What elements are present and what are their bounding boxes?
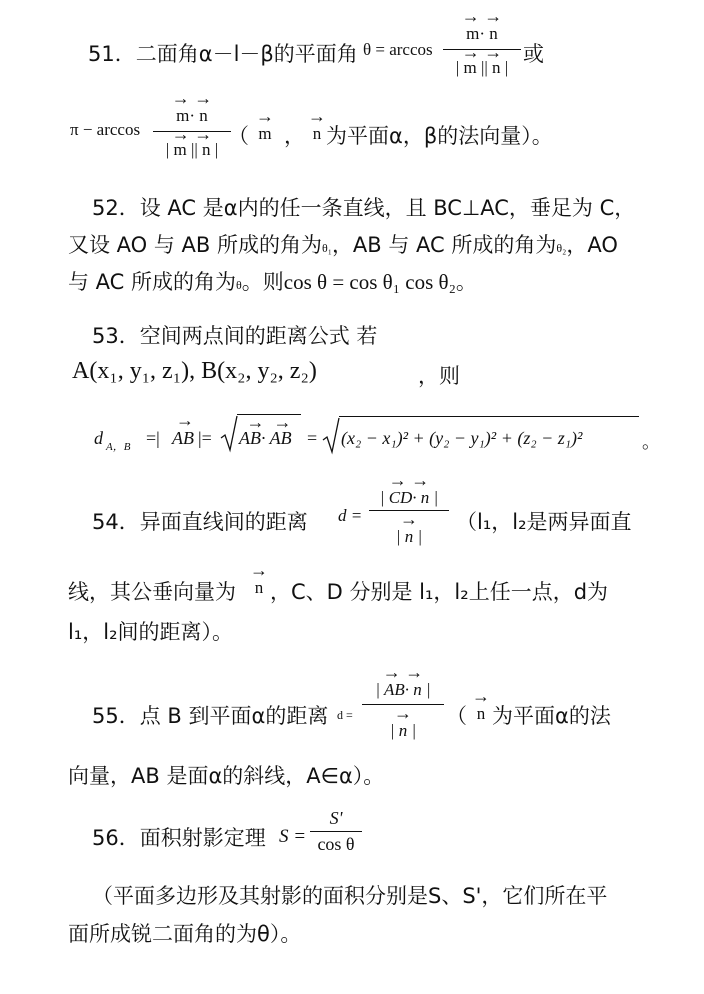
fraction-denominator: | m || n | [165, 140, 219, 159]
fraction-numerator: m· n [176, 106, 208, 125]
fraction-denominator: | n | [395, 527, 423, 546]
cos-formula: cos θ = cos θ₁ cos θ₂ [283, 270, 456, 294]
formula-53-points: A(x₁, y₁, z₁), B(x₂, y₂, z₂) [72, 358, 317, 384]
formula-51-pi-arccos: π − arccos [70, 120, 141, 139]
fraction-bar [310, 831, 362, 832]
formula-55-fraction [362, 664, 444, 741]
formula-51-lead: 51．二面角α－l－β的平面角 [88, 42, 358, 66]
vector-arrow: → [400, 509, 418, 529]
equals-sign: = [307, 428, 318, 448]
formula-56-line2: （平面多边形及其射影的面积分别是S、S'，它们所在平 [92, 884, 608, 908]
formula-54-fraction [369, 472, 449, 547]
formula-54-paren: （l₁，l₂是两异面直 [456, 510, 632, 534]
formula-56-fraction [310, 808, 362, 855]
theta1-symbol: θ₁ [322, 241, 332, 255]
formula-51-or: 或 [523, 42, 544, 66]
fraction-numerator: | CD· n | [379, 488, 439, 507]
formula-55-line2: 向量，AB 是面α的斜线，A∈α）。 [68, 764, 385, 788]
formula-52-line2: 又设 AO 与 AB 所成的角为θ₁，AB 与 AC 所成的角为θ₂，AO [68, 233, 618, 257]
formula-51-fraction [443, 8, 521, 78]
formula-51-comma: ， [284, 124, 305, 148]
formula-54-lead: 54．异面直线间的距离 [92, 510, 308, 534]
sqrt-content-2: (x₂ − x₁)² + (y₂ − y₁)² + (z₂ − z₁)² [341, 428, 583, 448]
fraction-denominator: | m || n | [455, 58, 509, 77]
formula-53-title: 53．空间两点间的距离公式 若 [92, 324, 378, 348]
formula-51-fraction-2 [153, 90, 231, 160]
formula-54-d-eq: d = [338, 506, 363, 525]
vector-n: → n [308, 106, 326, 143]
vector-arrows: → → [171, 124, 213, 144]
formula-54-line2-b: ，C、D 分别是 l₁，l₂上任一点，d为 [270, 580, 609, 604]
vector-arrow: → [394, 703, 412, 723]
fraction-numerator: | AB· n | [375, 680, 431, 699]
vector-n: → n [472, 686, 490, 723]
theta-symbol: θ [236, 278, 242, 292]
vector-arrow: → [472, 686, 490, 706]
vector-arrow: → [256, 106, 274, 126]
vector-arrow: → [250, 560, 268, 580]
formula-55-lead: 55．点 B 到平面α的距离 [92, 704, 329, 728]
formula-51-note-tail: 为平面α，β的法向量）。 [326, 124, 553, 148]
d-subscript: A，B [106, 441, 131, 453]
d-symbol: d [94, 428, 103, 448]
formula-52-line1: 52．设 AC 是α内的任一条直线，且 BC⊥AC，垂足为 C， [92, 196, 636, 220]
vector-arrows: → → [382, 662, 424, 682]
vector-arrows: → → [246, 412, 292, 432]
theta2-symbol: θ₂ [556, 241, 567, 255]
fraction-denominator: cos θ [317, 834, 355, 854]
formula-56-lead: 56．面积射影定理 [92, 826, 266, 850]
formula-55-d-eq: d = [337, 708, 353, 722]
formula-52-line3: 与 AC 所成的角为θ。则cos θ = cos θ₁ cos θ₂。 [68, 270, 477, 294]
vector-arrow: → [176, 410, 194, 430]
vector-arrows: → → [461, 6, 503, 26]
vector-m: → m [256, 106, 274, 143]
sqrt-sign-2 [322, 416, 340, 456]
formula-56-s-eq: S = [279, 826, 307, 847]
formula-51-note-open: （ [228, 124, 249, 148]
formula-51-theta-arccos: θ = arccos [363, 40, 433, 59]
formula-53-end: 。 [642, 432, 660, 453]
formula-54-line3: l₁，l₂间的距离）。 [68, 620, 234, 644]
fraction-bar [443, 49, 521, 50]
sqrt-content-1: AB· AB [239, 428, 292, 448]
formula-54-line2-a: 线，其公垂向量为 [68, 580, 236, 604]
vector-arrows: → → [171, 88, 213, 108]
formula-55-tail: 为平面α的法 [492, 704, 611, 728]
vector-n: → n [250, 560, 268, 597]
vector-arrows: → → [461, 42, 503, 62]
formula-56-line3: 面所成锐二面角的为θ）。 [68, 922, 302, 946]
distance-formula [94, 410, 660, 460]
fraction-bar [153, 131, 231, 132]
fraction-denominator: | n | [389, 721, 417, 740]
fraction-numerator: m· n [466, 24, 498, 43]
fraction-numerator: S' [329, 808, 343, 828]
vector-arrow: → [308, 106, 326, 126]
vector-ab: AB [172, 428, 194, 448]
formula-55-open: （ [446, 704, 467, 728]
vector-arrows: → → [388, 470, 430, 490]
abs-close-equals: |= [198, 428, 212, 448]
sqrt-sign-1 [220, 414, 238, 454]
equals-abs-open: =| [146, 428, 160, 448]
formula-53-then: ，则 [418, 364, 460, 388]
